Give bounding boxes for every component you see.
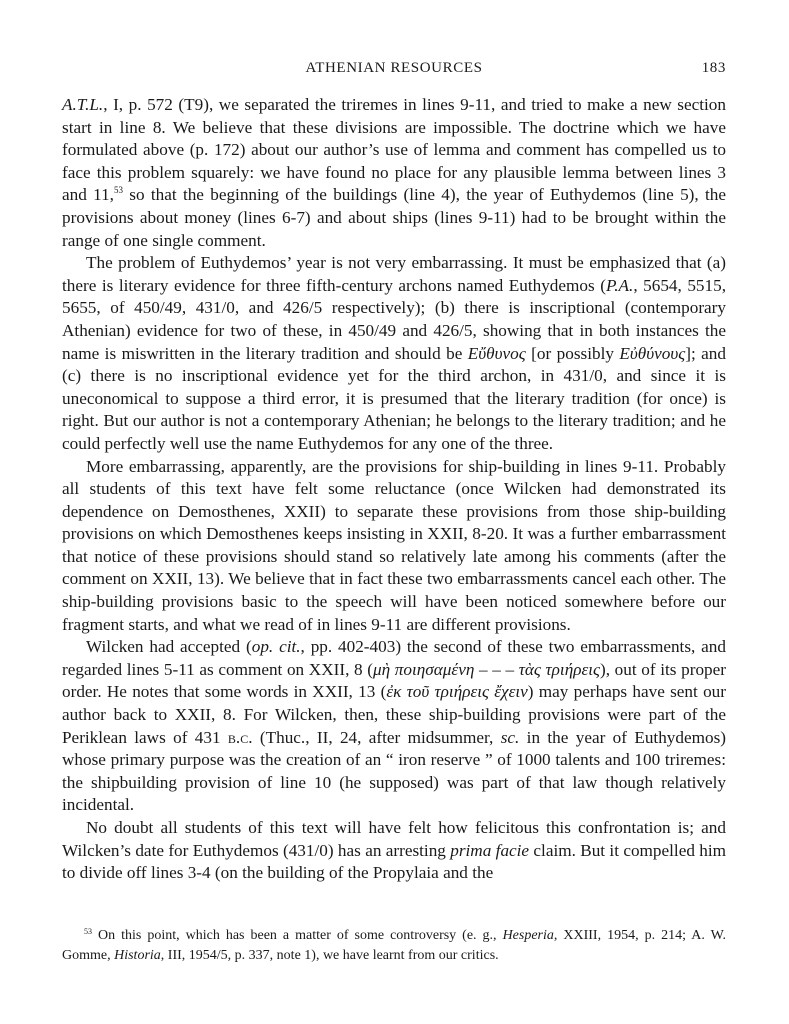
small-caps-text: b.c. [227,727,253,747]
paragraph [62,636,726,817]
text-run: ]; and (c) there is no inscriptional evidence yet for the third archon, in 431/0, and since it is uneconomical to suppose a third error, it is presumed that the literary tradition (for once) is right. But our author is not a contemporary Athenian; he belongs to the literary tradition; and he could perfectly well use the name Euthydemos for any one of the three. [62,343,726,453]
text-run: , pp. 402-403) the second of these two embarrassments, and regarded lines 5-11 as comment on XXII, 8 ( [62,637,726,679]
body-text [62,94,726,885]
text-run: On this point, which has been a matter of some controversy (e. g., [92,928,503,943]
text-run: Wilcken had accepted ( [86,637,252,657]
text-run: ) may perhaps have sent our author back to XXII, 8. For Wilcken, then, these ship-building provisions were part of the Periklean laws of 431 [62,682,726,747]
text-run: ), out of its proper order. He notes that some words in XXII, 13 ( [62,659,726,702]
italic-text: sc. [500,727,520,747]
italic-text: op. cit. [251,637,301,657]
text-run: in the year of Euthydemos) whose primary purpose was the creation of an “ iron reserve ” of 1000 talents and 100 triremes: the shipbuilding provision of line 10 (he supposed) was part of that law though relatively incidental. [62,727,726,815]
text-run: More embarrassing, apparently, are the provisions for ship-building in lines 9-11. Probably all students of this text have felt some reluctance (once Wilcken had demonstrated its dependence on Demosthenes, XXII) to separate these provisions from those ship-building provisions on which Demosthenes keeps insisting in XXII, 8-20. It was a further embarrassment that notice of these provisions should stand so relatively late among his comments (after the comment on XXII, 13). We believe that in fact these two embarrassments cancel each other. The ship-building provisions basic to the speech will have been noticed somewhere before our fragment starts, and what we read of in lines 9-11 are different provisions. [62,456,726,634]
text-run: claim. But it compelled him to divide off lines 3-4 (on the building of the Propylaia and the [62,840,727,883]
paragraph [62,252,726,455]
footnote-ref: 53 [84,927,92,936]
text-run: The problem of Euthydemos’ year is not very embarrassing. It must be emphasized that (a) there is literary evidence for three fifth-century archons named Euthydemos ( [62,253,726,295]
running-title: ATHENIAN RESOURCES [305,60,483,76]
italic-text: Hesperia [502,928,554,943]
italic-text: P.A. [605,275,634,295]
italic-text: Εὔθυνος [467,343,526,363]
paragraph [62,456,726,637]
text-run: , XXIII, 1954, p. 214; A. W. Gomme, [62,928,726,963]
text-run: , I, p. 572 (T9), we separated the triremes in lines 9-11, and tried to make a new section start in line 8. We believe that these divisions are impossible. The doctrine which we have formulated above (p. 172) about our author’s use of lemma and comment has compelled us to face this problem squarely: we have found no place for any plausible lemma between lines 3 and 11, [62,95,726,205]
italic-text: Historia [114,948,161,963]
text-run: (Thuc., II, 24, after midsummer, [252,727,501,747]
paragraph [62,94,726,252]
page-number: 183 [701,60,726,76]
italic-text: Εὐθύνους [619,343,686,363]
text-run: , III, 1954/5, p. 337, note 1), we have learnt from our critics. [160,948,499,963]
italic-text: A.T.L. [62,95,104,114]
italic-text: prima facie [450,840,530,860]
text-run: , 5654, 5515, 5655, of 450/49, 431/0, and 426/5 respectively); (b) there is inscriptional (contemporary Athenian) evidence for two of these, in 450/49 and 426/5, showing that in both instances the name is miswritten in the literary tradition and should be [62,275,727,363]
text-run: No doubt all students of this text will have felt how felicitous this confrontation is; and Wilcken’s date for Euthydemos (431/0) has an arresting [62,818,726,860]
paragraph [62,817,726,885]
italic-text: μὴ ποιησαμένη – – – τὰς τριήρεις [372,659,600,679]
footnote-ref: 53 [113,185,123,196]
italic-text: ἐκ τοῦ τριήρεις ἔχειν [386,682,528,702]
page-header [62,60,726,82]
footnote [62,926,726,966]
text-run: [or possibly [525,343,620,363]
text-run: so that the beginning of the buildings (line 4), the year of Euthydemos (line 5), the provisions about money (lines 6-7) and about ships (lines 9-11) had to be brought within the range of one single comment. [62,185,726,250]
